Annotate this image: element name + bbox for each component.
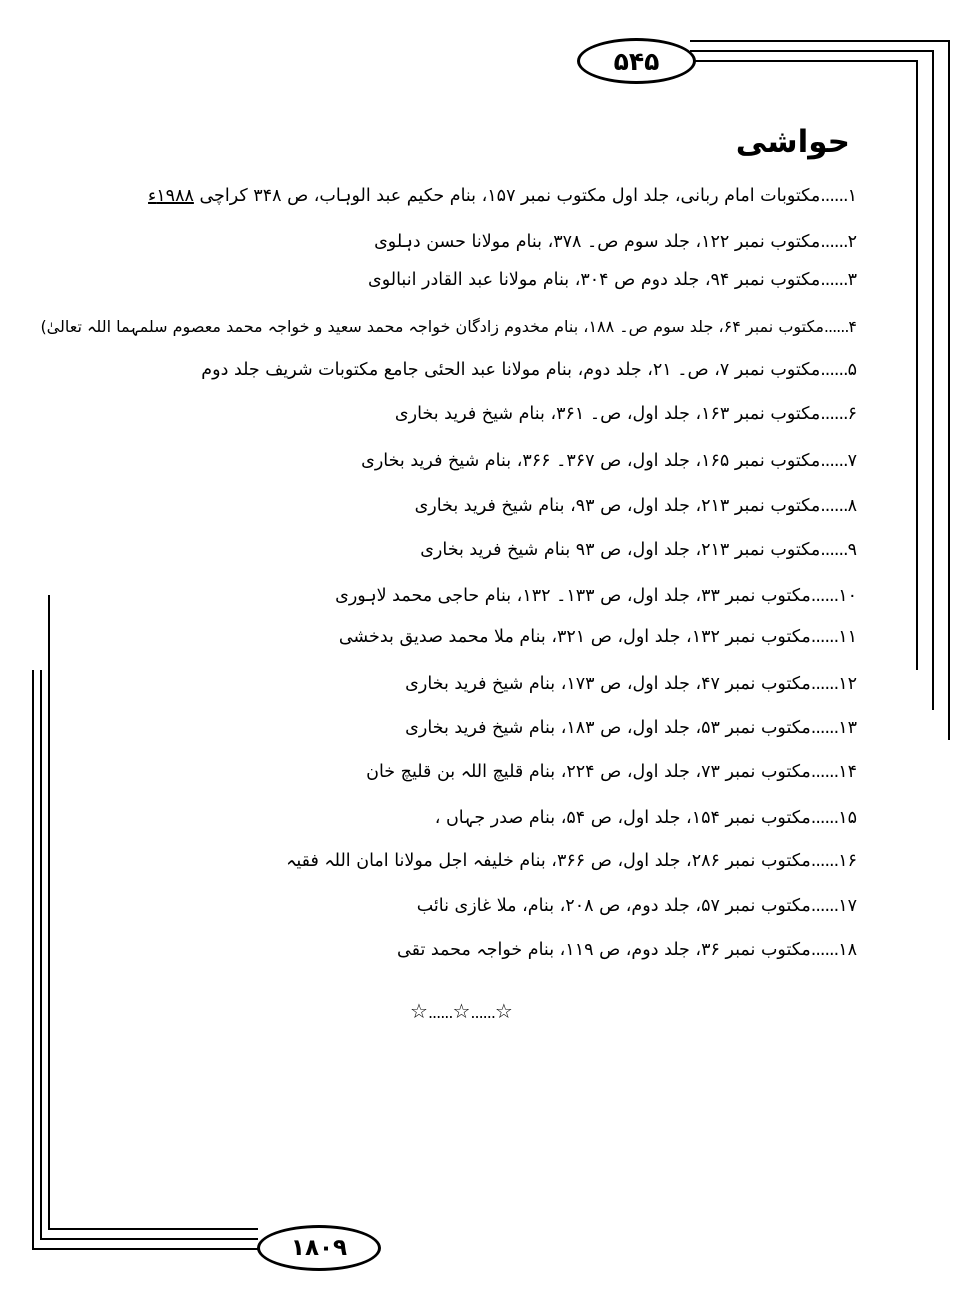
footnote-item — [420, 537, 857, 565]
page-number-bottom — [257, 1225, 381, 1271]
footnote-text: مکتوب نمبر ۳۶، جلد دوم، ص ۱۱۹، بنام خواجہ محمد تقی — [397, 940, 811, 960]
footnote-dots: ...... — [820, 496, 848, 516]
footnote-text: مکتوبات امام ربانی، جلد اول مکتوب نمبر ۱۵۷، بنام حکیم عبد الوہاب، ص ۳۴۸ کراچی — [199, 186, 821, 206]
footnote-dots: ...... — [810, 627, 839, 647]
footnote-number: ۷ — [847, 451, 857, 471]
footnote-number: ۱۴ — [838, 762, 857, 782]
footnote-dots: ...... — [823, 317, 849, 336]
footnote-item — [361, 448, 857, 476]
footnote-text: مکتوب نمبر ۳۳، جلد اول، ص ۱۳۳۔ ۱۳۲، بنام حاجی محمد لاہوری — [335, 586, 811, 606]
footnote-text: مکتوب نمبر ۱۳۲، جلد اول، ص ۳۲۱، بنام ملا محمد صدیق بدخشی — [338, 627, 811, 647]
footnote-dots: ...... — [810, 718, 839, 738]
footnote-number: ۱۰ — [838, 586, 857, 606]
footnote-dots: ...... — [810, 808, 839, 828]
footnote-item — [415, 493, 857, 521]
footnote-item — [335, 583, 857, 611]
footnote-dots: ...... — [820, 360, 848, 380]
page-number-top-text: ۵۴۵ — [613, 46, 660, 76]
ornament-separator: ...... — [470, 1003, 495, 1022]
footnote-text: مکتوب نمبر ۲۱۳، جلد اول، ص ۹۳، بنام شیخ فرید بخاری — [414, 496, 821, 516]
footnote-number: ۱۲ — [838, 674, 857, 694]
footnote-item — [40, 314, 857, 342]
footnote-number: ۳ — [847, 270, 857, 290]
footnote-number: ۱ — [847, 186, 857, 206]
page-number-bottom-text: ۱۸۰۹ — [290, 1235, 348, 1261]
footnote-item — [374, 229, 857, 257]
footnote-dots: ...... — [820, 540, 848, 560]
footnote-number: ۱۵ — [838, 808, 857, 828]
footnote-number: ۱۶ — [838, 851, 857, 871]
footnote-number: ۵ — [847, 360, 857, 380]
footnote-dots: ...... — [820, 186, 848, 206]
footnote-item — [366, 759, 857, 787]
footnote-dots: ...... — [820, 270, 848, 290]
footnote-dots: ...... — [810, 674, 839, 694]
footnote-dots: ...... — [810, 762, 839, 782]
footnote-dots: ...... — [810, 586, 839, 606]
footnote-text: مکتوب نمبر ۹۴، جلد دوم ص ۳۰۴، بنام مولانا عبد القادر انبالوی — [368, 270, 821, 290]
footnote-text: مکتوب نمبر ۱۶۳، جلد اول، ص۔ ۳۶۱، بنام شیخ فرید بخاری — [394, 404, 821, 424]
star-icon: ☆ — [494, 999, 513, 1023]
star-icon: ☆ — [410, 999, 428, 1023]
footnote-dots: ...... — [820, 404, 848, 424]
footnote-number: ۲ — [847, 232, 857, 252]
footnote-text: مکتوب نمبر ۱۶۵، جلد اول، ص ۳۶۷۔ ۳۶۶، بنام شیخ فرید بخاری — [361, 451, 821, 471]
footnote-dots: ...... — [810, 896, 839, 916]
end-ornament — [410, 999, 513, 1023]
footnote-number: ۸ — [847, 496, 857, 516]
footnote-text: مکتوب نمبر ۶۴، جلد سوم ص۔ ۱۸۸، بنام مخدوم زادگان خواجہ محمد سعید و خواجہ محمد معصوم سلمہما اللہ تعالیٰ) — [40, 317, 824, 336]
footnote-text: مکتوب نمبر ۲۸۶، جلد اول، ص ۳۶۶، بنام خلیفہ اجل مولانا امان اللہ فقیہ — [286, 851, 811, 871]
footnote-text: مکتوب نمبر ۴۷، جلد اول، ص ۱۷۳، بنام شیخ فرید بخاری — [405, 674, 811, 694]
star-icon: ☆ — [452, 999, 471, 1023]
footnote-number: ۱۸ — [838, 940, 857, 960]
footnote-item — [339, 624, 857, 652]
footnote-number: ۱۷ — [838, 896, 857, 916]
footnote-item — [405, 671, 857, 699]
footnote-text: مکتوب نمبر ۷۳، جلد اول، ص ۲۲۴، بنام قلیچ اللہ بن قلیچ خان — [366, 762, 811, 782]
ornament-separator: ...... — [427, 1003, 453, 1022]
footnote-dots: ...... — [820, 451, 848, 471]
footnote-text: مکتوب نمبر ۱۵۴، جلد اول، ص ۵۴، بنام صدر جہاں ، — [434, 808, 811, 828]
footnote-number: ۱۳ — [838, 718, 857, 738]
footnote-item — [405, 715, 857, 743]
footnote-dots: ...... — [810, 851, 839, 871]
section-heading: حواشی — [735, 124, 850, 160]
footnote-number: ۹ — [847, 540, 857, 560]
footnote-item — [148, 183, 857, 211]
footnote-number: ۴ — [848, 317, 857, 336]
footnote-text: مکتوب نمبر ۲۱۳، جلد اول، ص ۹۳ بنام شیخ فرید بخاری — [420, 540, 821, 560]
footnote-text: مکتوب نمبر ۵۳، جلد اول، ص ۱۸۳، بنام شیخ فرید بخاری — [405, 718, 811, 738]
footnote-item — [435, 805, 857, 833]
footnote-item — [286, 848, 857, 876]
footnote-dots: ...... — [820, 232, 848, 252]
footnote-text: مکتوب نمبر ۷، ص۔ ۲۱، جلد دوم، بنام مولانا عبد الحئی جامع مکتوبات شریف جلد دوم — [201, 360, 821, 380]
footnote-item — [368, 267, 857, 295]
footnote-text: مکتوب نمبر ۵۷، جلد دوم، ص ۲۰۸، بنام، ملا غازی نائب — [416, 896, 811, 916]
footnote-item — [397, 937, 857, 965]
footnote-dots: ...... — [810, 940, 839, 960]
footnote-text: مکتوب نمبر ۱۲۲، جلد سوم ص۔ ۳۷۸، بنام مولانا حسن دہلوی — [374, 232, 821, 252]
footnote-item — [417, 893, 857, 921]
footnote-item — [201, 357, 857, 385]
footnote-number: ۶ — [847, 404, 857, 424]
footnote-item — [395, 401, 857, 429]
footnote-year: ۱۹۸۸ء — [148, 186, 194, 206]
footnote-number: ۱۱ — [838, 627, 857, 647]
